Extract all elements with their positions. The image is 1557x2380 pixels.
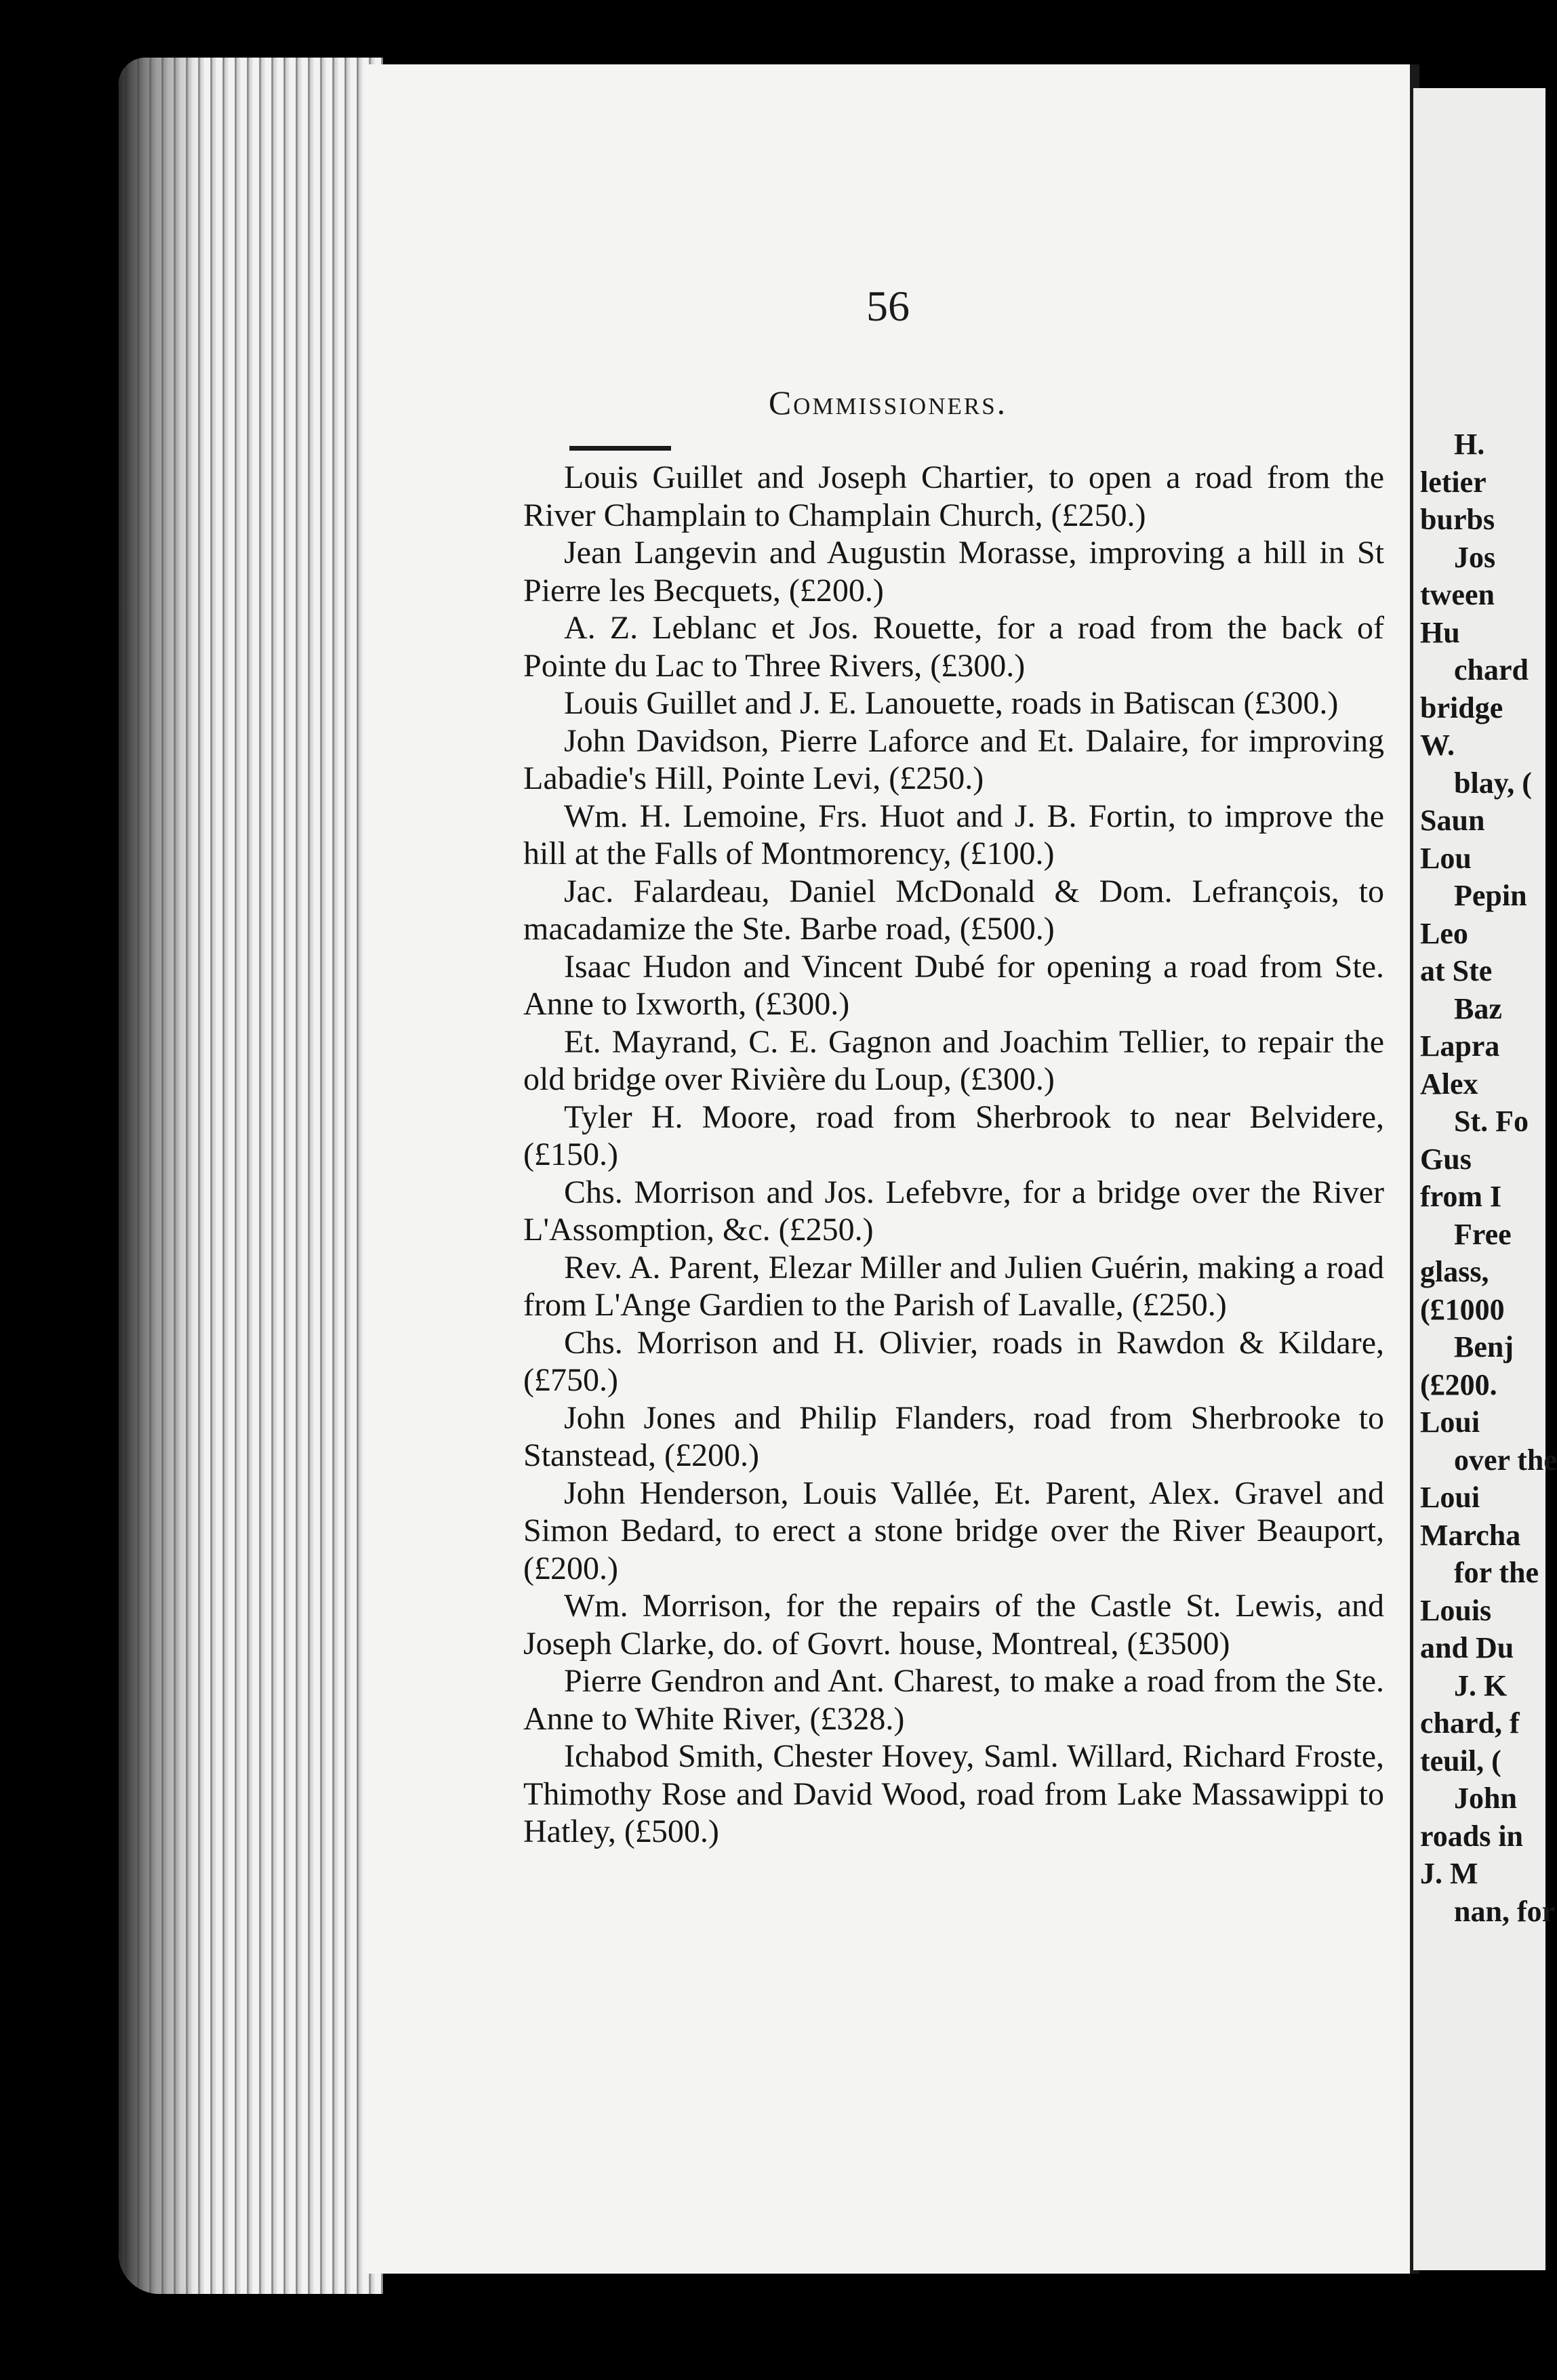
facing-page-line: teuil, ( [1420, 1744, 1501, 1778]
book-page [366, 64, 1410, 2274]
facing-page-line: (£1000 [1420, 1292, 1505, 1326]
facing-page-line: Alex [1420, 1067, 1478, 1101]
entry: A. Z. Leblanc et Jos. Rouette, for a road from the back of Pointe du Lac to Three Rivers, (£300.) [523, 610, 1384, 684]
facing-page-line: J. M [1420, 1857, 1478, 1890]
entry: John Davidson, Pierre Laforce and Et. Dalaire, for improving Labadie's Hill, Pointe Levi, (£250.) [523, 722, 1384, 796]
entry: John Henderson, Louis Vallée, Et. Parent, Alex. Gravel and Simon Bedard, to erect a stone bridge over the River Beauport, (£200.) [523, 1475, 1384, 1586]
facing-page-line: at Ste [1420, 954, 1493, 987]
facing-page-line: over the [1454, 1443, 1557, 1477]
section-heading: Commissioners. [768, 384, 1008, 422]
facing-page-line: Louis [1420, 1593, 1492, 1627]
facing-page-line: Pepin [1454, 879, 1527, 912]
facing-page-line: Lapra [1420, 1029, 1500, 1063]
facing-page-line: Free [1454, 1217, 1512, 1251]
entry: Et. Mayrand, C. E. Gagnon and Joachim Tellier, to repair the old bridge over Rivière du Loup, (£300.) [523, 1023, 1384, 1097]
entry: Tyler H. Moore, road from Sherbrook to near Belvidere, (£150.) [523, 1099, 1384, 1172]
entry: Wm. H. Lemoine, Frs. Huot and J. B. Fortin, to improve the hill at the Falls of Montmorency, (£100.) [523, 798, 1384, 871]
facing-page-line: blay, ( [1454, 766, 1532, 800]
entry: Rev. A. Parent, Elezar Miller and Julien Guérin, making a road from L'Ange Gardien to the Parish of Lavalle, (£250.) [523, 1249, 1384, 1323]
facing-page-line: H. [1454, 428, 1485, 461]
facing-page-line: and Du [1420, 1631, 1514, 1664]
entry: Jean Langevin and Augustin Morasse, improving a hill in St Pierre les Becquets, (£200.) [523, 535, 1384, 609]
facing-page-line: (£200. [1420, 1368, 1497, 1401]
facing-page-line: chard, f [1420, 1706, 1520, 1740]
facing-page-line: burbs [1420, 503, 1495, 536]
commissioner-entries [523, 459, 1384, 1851]
entry: John Jones and Philip Flanders, road from Sherbrooke to Stanstead, (£200.) [523, 1399, 1384, 1473]
entry: Ichabod Smith, Chester Hovey, Saml. Willard, Richard Froste, Thimothy Rose and David Wood, road from Lake Massawippi to Hatley, (£500.) [523, 1738, 1384, 1849]
facing-page-line: from I [1420, 1180, 1502, 1213]
entry: Isaac Hudon and Vincent Dubé for opening a road from Ste. Anne to Ixworth, (£300.) [523, 948, 1384, 1022]
facing-page-line: Marcha [1420, 1518, 1521, 1552]
facing-page-line: roads in [1420, 1819, 1524, 1853]
facing-page-line: Saun [1420, 804, 1485, 837]
facing-page-line: nan, for [1454, 1894, 1556, 1928]
entry: Jac. Falardeau, Daniel McDonald & Dom. Lefrançois, to macadamize the Ste. Barbe road, (£500.) [523, 873, 1384, 947]
facing-page-line: glass, [1420, 1255, 1489, 1288]
entry: Chs. Morrison and H. Olivier, roads in Rawdon & Kildare, (£750.) [523, 1324, 1384, 1398]
facing-page-line: Jos [1454, 540, 1496, 574]
entry: Louis Guillet and J. E. Lanouette, roads in Batiscan (£300.) [564, 685, 1339, 721]
entry: Louis Guillet and Joseph Chartier, to open a road from the River Champlain to Champlain Church, (£250.) [523, 459, 1384, 533]
facing-page-line: W. [1420, 729, 1455, 762]
facing-page-line: Gus [1420, 1142, 1472, 1176]
facing-page-line: Leo [1420, 916, 1468, 950]
heading-rule [569, 446, 671, 451]
facing-page-cropped [1413, 88, 1557, 2270]
facing-page-line: tween [1420, 578, 1495, 611]
entry: Chs. Morrison and Jos. Lefebvre, for a bridge over the River L'Assomption, &c. (£250.) [523, 1174, 1384, 1248]
facing-page-line: J. K [1454, 1668, 1508, 1702]
facing-page-line: Loui [1420, 1481, 1480, 1514]
facing-page-line: Lou [1420, 841, 1472, 875]
facing-page-line: St. Fo [1454, 1105, 1529, 1138]
entry: Wm. Morrison, for the repairs of the Castle St. Lewis, and Joseph Clarke, do. of Govrt. house, Montreal, (£3500) [523, 1588, 1384, 1662]
facing-page-line: letier [1420, 465, 1487, 499]
facing-page-line: Hu [1420, 615, 1460, 649]
facing-page-line: for the [1454, 1556, 1539, 1589]
page-number: 56 [866, 282, 910, 330]
entry: Pierre Gendron and Ant. Charest, to make a road from the Ste. Anne to White River, (£328.) [523, 1663, 1384, 1737]
facing-page-line: Benj [1454, 1330, 1514, 1363]
facing-page-line: bridge [1420, 691, 1503, 724]
facing-page-line: chard [1454, 653, 1529, 686]
facing-page-line: Loui [1420, 1406, 1480, 1439]
facing-page-line: John [1454, 1782, 1517, 1815]
book-edge-shadow [119, 58, 200, 2294]
facing-page-line: Baz [1454, 991, 1502, 1025]
